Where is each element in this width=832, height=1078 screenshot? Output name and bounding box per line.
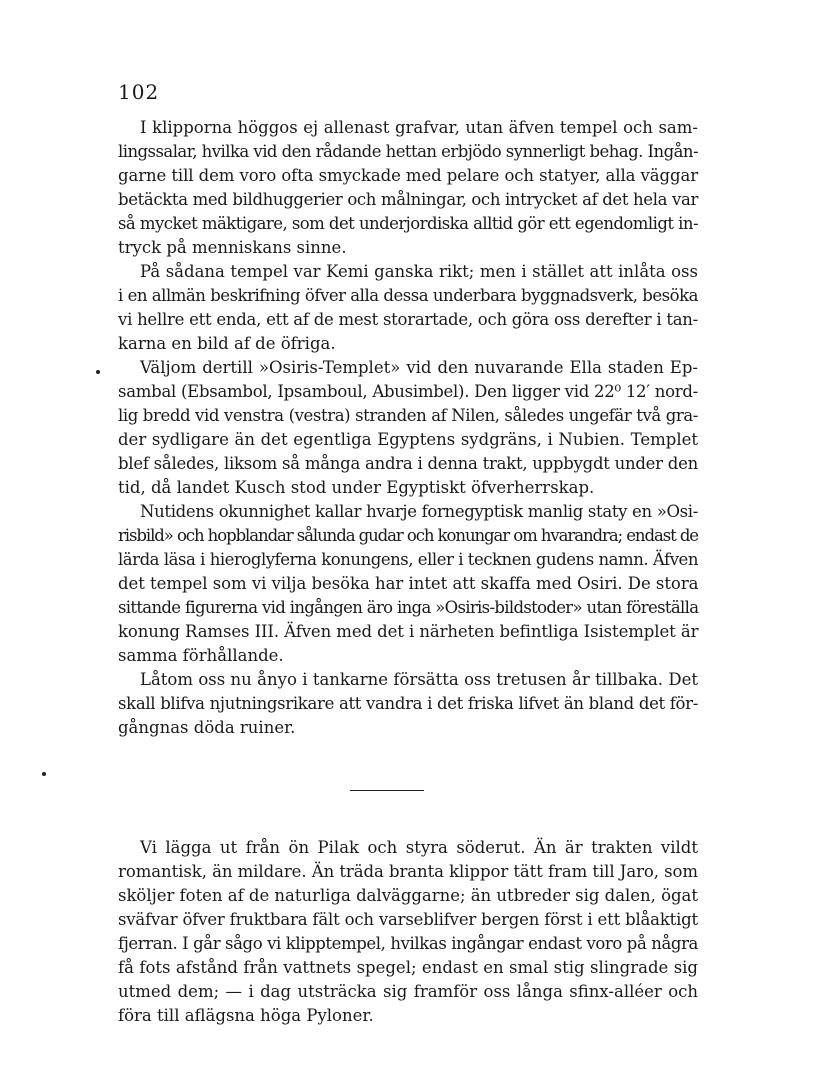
text-line: der sydligare än det egentliga Egyptens sydgräns, i Nubien. Templet [118, 430, 698, 449]
text-line: Vi lägga ut från ön Pilak och styra söderut. Än är trakten vildt [140, 838, 698, 857]
text-line: risbild» och hopblandar sålunda gudar och konungar om hvarandra; endast de [118, 526, 698, 545]
text-line: karna en bild af de öfriga. [118, 334, 336, 353]
text-line: i en allmän beskrifning öfver alla dessa underbara byggnadsverk, besöka [118, 286, 698, 305]
ink-speck [96, 370, 100, 374]
text-line: garne till dem voro ofta smyckade med pelare och statyer, alla väggar [118, 166, 698, 185]
text-line: lärda läsa i hieroglyferna konungens, eller i tecknen gudens namn. Äfven [118, 550, 698, 569]
text-line: tid, då landet Kusch stod under Egyptiskt öfverherrskap. [118, 478, 595, 497]
text-line: fjerran. I går sågo vi klipptempel, hvilkas ingångar endast voro på några [118, 934, 698, 953]
text-line: lingssalar, hvilka vid den rådande hettan erbjödo synnerligt behag. Ingån- [118, 142, 698, 161]
text-line: sväfvar öfver fruktbara fält och varseblifver bergen först i ett blåaktigt [118, 910, 698, 929]
ink-speck [42, 772, 46, 776]
text-line: konung Ramses III. Äfven med det i närheten befintliga Isistemplet är [118, 622, 699, 641]
text-line: blef således, liksom så många andra i denna trakt, uppbygdt under den [118, 454, 698, 473]
text-line: föra till aflägsna höga Pyloner. [118, 1006, 374, 1025]
text-line: Nutidens okunnighet kallar hvarje fornegyptisk manlig staty en »Osi- [140, 502, 698, 521]
page-number: 102 [118, 80, 160, 104]
text-line: utmed dem; — i dag utsträcka sig framför oss långa sfinx-alléer och [118, 982, 698, 1001]
text-line: få fots afstånd från vattnets spegel; endast en smal stig slingrade sig [118, 958, 698, 977]
text-line: gångnas döda ruiner. [118, 718, 296, 737]
text-line: vi hellre ett enda, ett af de mest storartade, och göra oss derefter i tan- [118, 310, 698, 329]
text-line: det tempel som vi vilja besöka har intet att skaffa med Osiri. De stora [118, 574, 699, 593]
text-line: Väljom dertill »Osiris-Templet» vid den nuvarande Ella staden Ep- [140, 358, 698, 377]
text-line: skall blifva njutningsrikare att vandra i det friska lifvet än bland det för- [118, 694, 698, 713]
text-line: romantisk, än mildare. Än träda branta klippor tätt fram till Jaro, som [118, 862, 698, 881]
text-line: På sådana tempel var Kemi ganska rikt; men i stället att inlåta oss [140, 262, 698, 281]
text-line: I klipporna höggos ej allenast grafvar, utan äfven tempel och sam- [140, 118, 698, 137]
text-line: tryck på menniskans sinne. [118, 238, 347, 257]
text-line: så mycket mäktigare, som det underjordiska alltid gör ett egendomligt in- [118, 214, 698, 233]
text-line: sittande figurerna vid ingången äro inga »Osiris-bildstoder» utan föreställa [118, 598, 699, 617]
text-line: betäckta med bildhuggerier och målningar, och intrycket af det hela var [118, 190, 698, 209]
section-divider [350, 790, 424, 791]
text-line: Låtom oss nu ånyo i tankarne försätta oss tretusen år tillbaka. Det [140, 670, 698, 689]
text-line: lig bredd vid venstra (vestra) stranden af Nilen, således ungefär två gra- [118, 406, 698, 425]
text-line: samma förhållande. [118, 646, 284, 665]
text-line: sköljer foten af de naturliga dalväggarne; än utbreder sig dalen, ögat [118, 886, 698, 905]
text-line: sambal (Ebsambol, Ipsamboul, Abusimbel). Den ligger vid 22⁰ 12′ nord- [118, 382, 698, 401]
